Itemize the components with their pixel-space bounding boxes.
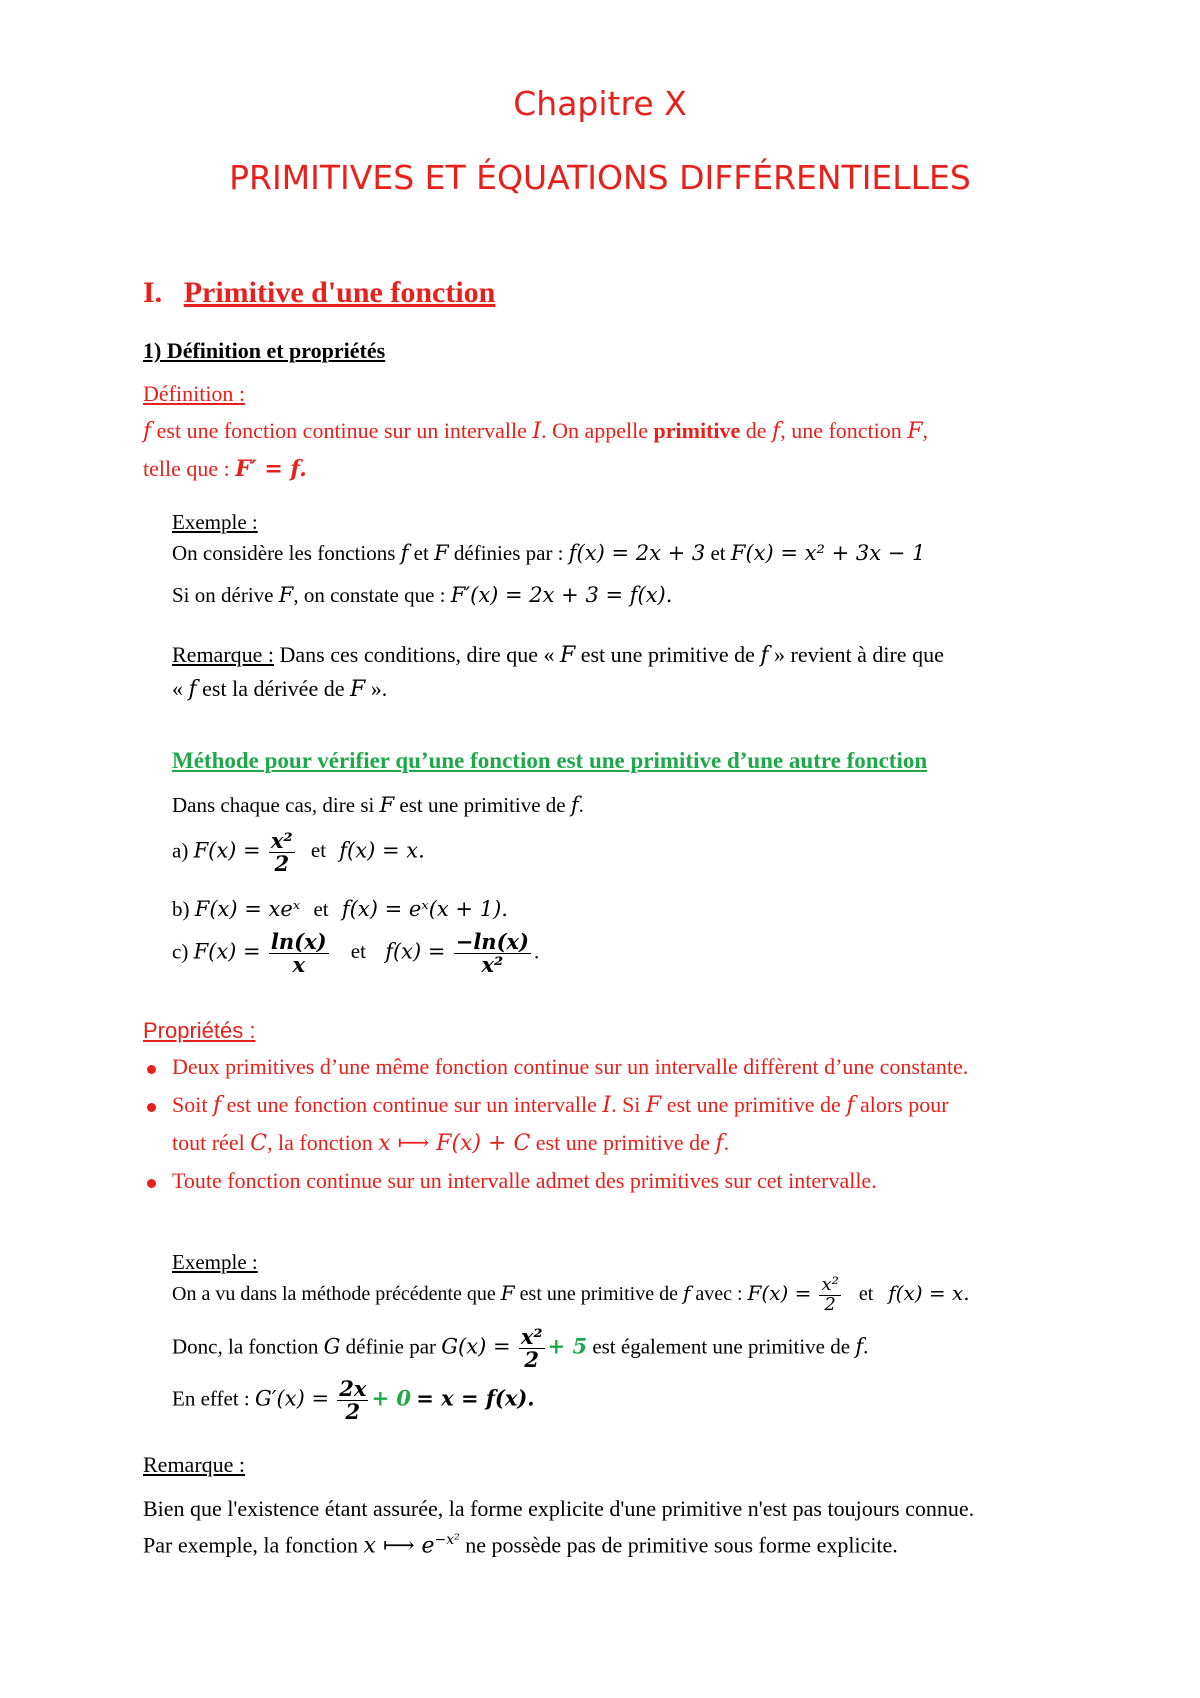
definition-text: , une fonction [780, 418, 902, 443]
property-text: . [723, 1130, 730, 1155]
example-text: définie par [345, 1334, 437, 1359]
math-F: F [907, 419, 923, 444]
bullet-icon [147, 1179, 156, 1188]
math-f: f [400, 541, 409, 565]
example-text: définies par : [453, 541, 564, 565]
method-item-c [172, 931, 539, 976]
example-text: . [863, 1334, 869, 1359]
math-F: F [645, 1093, 662, 1118]
math-F: F [278, 583, 294, 607]
remark-text: Par exemple, la fonction [143, 1532, 359, 1558]
example-2-line-2 [172, 1326, 868, 1371]
fraction-denominator: 2 [274, 851, 290, 877]
example-text: On a vu dans la méthode précédente que [172, 1282, 496, 1305]
property-text: est une primitive de [666, 1092, 841, 1117]
method-text: est une primitive de [399, 793, 566, 817]
example-text: , on constate que : [293, 583, 446, 607]
remark-line-2 [172, 676, 387, 702]
fraction [454, 931, 531, 976]
example-line-1 [172, 541, 925, 566]
example-text: est une primitive de [519, 1282, 678, 1305]
item-text: . [533, 939, 540, 964]
math-I: I [532, 419, 542, 444]
math-F: F [500, 1280, 515, 1305]
math-f: f [188, 677, 197, 702]
math-mapping: x ⟼ e [363, 1533, 435, 1559]
math-F: F [349, 677, 366, 702]
math-f: f [715, 1131, 724, 1156]
math-f-expression: f(x) = [385, 939, 446, 964]
example-line-2 [172, 583, 672, 608]
method-text: . [578, 793, 584, 817]
property-text: , la fonction [267, 1130, 373, 1155]
item-label: b) [172, 897, 190, 921]
definition-label: Définition : [143, 381, 246, 406]
subsection-heading: 1) Définition et propriétés [143, 338, 386, 363]
definition-text: est une fonction continue sur un intervalle [156, 418, 527, 443]
definition-line-1: f est une fonction continue sur un intervalle I. On appelle primitive de f, une fonction F, [143, 418, 929, 444]
math-F-expression: F(x) = xeˣ [194, 897, 301, 921]
remark-2-line-2 [143, 1532, 898, 1558]
definition-text: . On appelle [541, 418, 648, 443]
math-G: G [323, 1334, 341, 1359]
property-3: Toute fonction continue sur un intervalle admet des primitives sur cet intervalle. [172, 1168, 877, 1193]
fraction-numerator: 2x [339, 1376, 367, 1401]
math-result: = x = f(x). [416, 1385, 535, 1411]
math-constant: + 5 [547, 1333, 588, 1359]
remark-2-line-1: Bien que l'existence étant assurée, la forme explicite d'une primitive n'est pas toujours connue. [143, 1496, 975, 1521]
example-text: et [413, 541, 429, 565]
property-text: tout réel [172, 1130, 245, 1155]
fraction-denominator: 2 [824, 1293, 836, 1315]
remark-text: « [172, 676, 183, 701]
property-text: est une fonction continue sur un intervalle [226, 1092, 597, 1117]
example-text: On considère les fonctions [172, 541, 396, 565]
method-intro [172, 793, 584, 818]
math-G-derivative: G′(x) = [255, 1386, 330, 1411]
remark-line-1 [172, 642, 944, 668]
math-f-expression: f(x) = x. [888, 1280, 970, 1305]
example-text: et [858, 1282, 874, 1305]
math-f-expression: f(x) = x. [339, 838, 425, 863]
item-text: et [350, 939, 366, 964]
remark-text: est une primitive de [580, 642, 755, 667]
fraction-denominator: x² [481, 952, 504, 978]
property-text: alors pour [859, 1092, 949, 1117]
remark-2-label: Remarque : [143, 1452, 246, 1477]
remark-text: Dans ces conditions, dire que « [279, 642, 555, 667]
definition-line-2 [143, 456, 307, 482]
example-text: est également une primitive de [592, 1334, 851, 1359]
example-2-line-3 [172, 1378, 535, 1423]
remark-text: ». [370, 676, 388, 701]
property-text: est une primitive de [535, 1130, 710, 1155]
math-f: f [570, 793, 579, 817]
example-2-label: Exemple : [172, 1250, 258, 1274]
example-label: Exemple : [172, 510, 258, 534]
section-title: Primitive d'une fonction [183, 276, 496, 309]
math-derivative: F′(x) = 2x + 3 = f(x). [450, 583, 673, 607]
math-F-expression: F(x) = [747, 1280, 812, 1305]
property-1: Deux primitives d’une même fonction continue sur un intervalle diffèrent d’une constante. [172, 1054, 969, 1079]
item-text: et [310, 838, 327, 863]
bullet-icon [147, 1065, 156, 1074]
math-G-expression: G(x) = [441, 1334, 511, 1359]
math-mapping: x ⟼ F(x) + C [378, 1131, 531, 1156]
fraction-denominator: 2 [524, 1347, 539, 1373]
math-f-expression: f(x) = eˣ(x + 1). [341, 897, 508, 921]
fraction [269, 931, 329, 976]
section-number: I. [143, 276, 163, 309]
method-title: Méthode pour vérifier qu’une fonction est une primitive d’une autre fonction [172, 748, 928, 773]
example-text: En effet : [172, 1386, 250, 1411]
math-F: F [379, 793, 395, 817]
math-f: f [846, 1093, 855, 1118]
fraction-numerator: x² [821, 1274, 839, 1295]
fraction-numerator: x² [520, 1324, 543, 1349]
item-label: c) [172, 939, 189, 964]
math-exponent: −x² [434, 1532, 460, 1548]
fraction-numerator: ln(x) [270, 929, 327, 954]
example-text: avec : [695, 1282, 743, 1305]
definition-formula: F′ = f. [235, 456, 307, 482]
example-text: Donc, la fonction [172, 1334, 319, 1359]
remark-label: Remarque : [172, 642, 275, 667]
section-heading [143, 276, 495, 310]
math-F-definition: F(x) = x² + 3x − 1 [730, 541, 926, 565]
math-C: C [250, 1131, 268, 1156]
definition-keyword: primitive [653, 418, 741, 443]
math-constant: + 0 [371, 1385, 411, 1411]
math-F: F [559, 643, 576, 668]
method-item-b [172, 897, 508, 922]
definition-text: telle que : [143, 456, 230, 481]
item-label: a) [172, 838, 189, 863]
math-f: f [760, 643, 769, 668]
property-text: Soit [172, 1092, 208, 1117]
method-text: Dans chaque cas, dire si [172, 793, 375, 817]
math-F-expression: F(x) = [193, 939, 261, 964]
math-F-expression: F(x) = [193, 838, 261, 863]
property-2-line-1 [172, 1092, 949, 1118]
example-text: et [710, 541, 726, 565]
fraction [269, 830, 295, 875]
fraction-numerator: −ln(x) [455, 929, 529, 954]
math-f: f [212, 1093, 222, 1118]
properties-label: Propriétés : [143, 1018, 256, 1043]
fraction-denominator: x [292, 952, 305, 978]
fraction-denominator: 2 [345, 1399, 361, 1425]
method-item-a [172, 830, 425, 875]
math-f: f [143, 419, 152, 444]
document-title: PRIMITIVES ET ÉQUATIONS DIFFÉRENTIELLES [229, 158, 971, 197]
math-f: f [772, 419, 781, 444]
fraction [337, 1378, 368, 1423]
example-2-line-1 [172, 1276, 970, 1315]
math-f: f [855, 1334, 864, 1359]
item-text: et [313, 897, 329, 921]
fraction-numerator: x² [270, 828, 293, 853]
math-f: f [682, 1280, 691, 1305]
math-I: I [602, 1093, 612, 1118]
remark-text: est la dérivée de [202, 676, 345, 701]
math-f-definition: f(x) = 2x + 3 [568, 541, 706, 565]
property-2-line-2 [172, 1130, 729, 1156]
bullet-icon [147, 1103, 156, 1112]
fraction [519, 1326, 545, 1371]
example-text: Si on dérive [172, 583, 274, 607]
fraction [819, 1276, 840, 1315]
math-F: F [434, 541, 449, 565]
chapter-heading: Chapitre X [513, 84, 687, 123]
remark-text: ne possède pas de primitive sous forme explicite. [465, 1532, 898, 1558]
property-text: . Si [611, 1092, 641, 1117]
definition-text: de [745, 418, 767, 443]
remark-text: » revient à dire que [774, 642, 944, 667]
